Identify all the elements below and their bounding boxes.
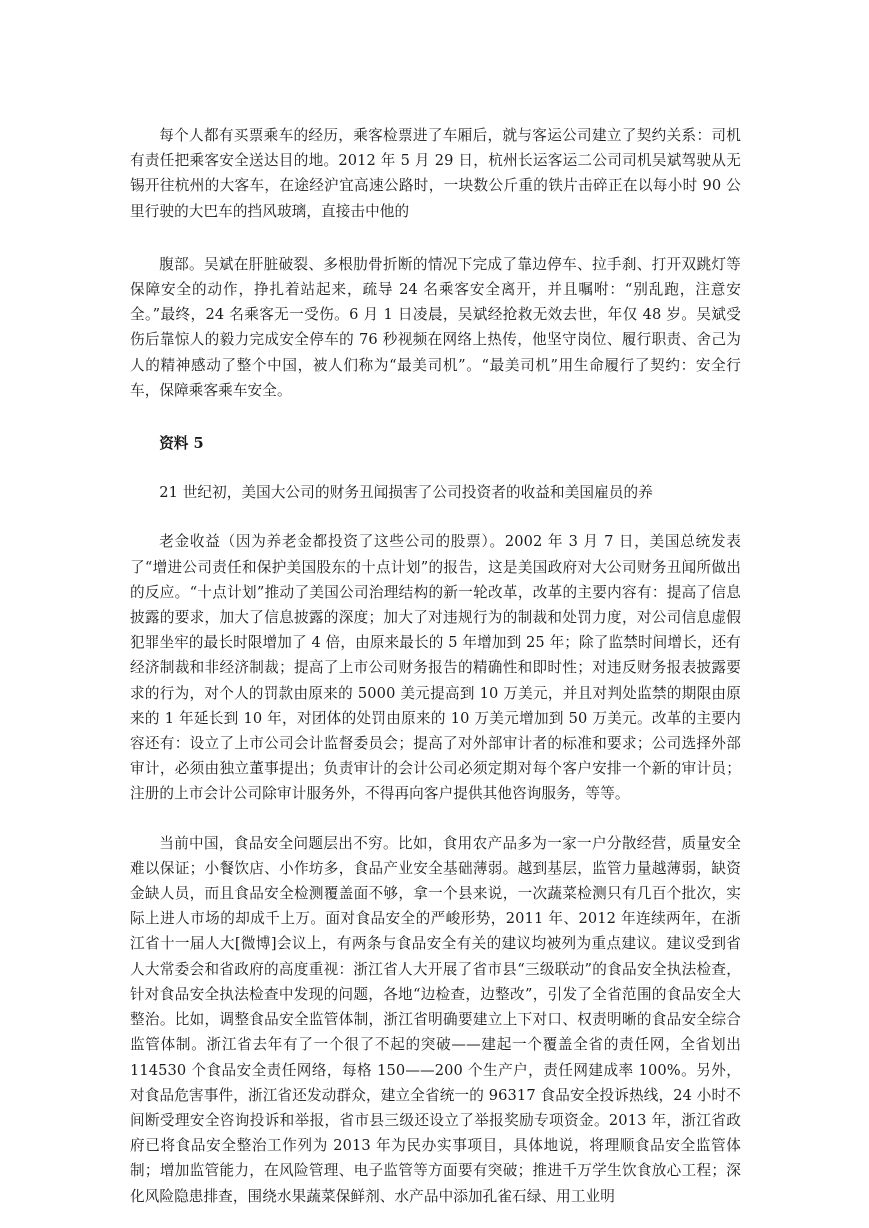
paragraph-food-safety: 当前中国，食品安全问题层出不穷。比如，食用农产品多为一家一户分散经营，质量安全难以保证；小餐饮店、小作坊多，食品产业安全基础薄弱。越到基层，监管力量越薄弱，缺资金缺人员，而且食品安全检测覆盖面不够，拿一个县来说，一次蔬菜检测只有几百个批次，实际上进人市场的却成千上万。面对食品安全的严峻形势，2011 年、2012 年连续两年，在浙江省十一届人大[微博]会议上，有两条与食品安全有关的建议均被列为重点建议。建议受到省人大常委会和省政府的高度重视：浙江省人大开展了省市县“三级联动”的食品安全执法检查，针对食品安全执法检查中发现的问题，各地“边检查，边整改”，引发了全省范围的食品安全大整治。比如，调整食品安全监管体制，浙江省明确要建立上下对口、权责明晰的食品安全综合监管体制。浙江省去年有了一个很了不起的突破——建起一个覆盖全省的责任网，全省划出 114530 个食品安全责任网络，每格 150——200 个生产户，责任网建成率 100%。另外，对食品危害事件，浙江省还发动群众，建立全省统一的 96317 食品安全投诉热线，24 小时不间断受理安全咨询投诉和举报，省市县三级还设立了举报奖励专项资金。2013 年，浙江省政府已将食品安全整治工作列为 2013 年为民办实事项目，具体地说，将理顺食品安全监管体制；增加监管能力，在风险管理、电子监管等方面要有突破；推进千万学生饮食放心工程；深化风险隐患排查，围绕水果蔬菜保鲜剂、水产品中添加孔雀石绿、用工业明 bbox=[130, 834, 741, 1205]
paragraph-us-scandal-intro: 21 世纪初，美国大公司的财务丑闻损害了公司投资者的收益和美国雇员的养 bbox=[159, 484, 653, 502]
paragraph-gap bbox=[130, 403, 741, 431]
paragraph-gap bbox=[130, 807, 741, 831]
paragraph-best-driver: 腹部。吴斌在肝脏破裂、多根肋骨折断的情况下完成了靠边停车、拉手刹、打开双跳灯等保障安全的动作，挣扎着站起来，疏导 24 名乘客安全离开，并且嘱咐：“别乱跑，注意安全。”最终，24 名乘客无一受伤。6 月 1 日凌晨，吴斌经抢救无效去世，年仅 48 岁。吴斌受伤后靠惊人的毅力完成安全停车的 76 秒视频在网络上热传，他坚守岗位、履行职责、舍己为人的精神感动了整个中国，被人们称为“最美司机”。“最美司机”用生命履行了契约：安全行车，保障乘客乘车安全。 bbox=[130, 255, 741, 399]
paragraph-ten-point-plan: 老金收益（因为养老金都投资了这些公司的股票）。2002 年 3 月 7 日，美国总统发表了“增进公司责任和保护美国股东的十点计划”的报告，这是美国政府对大公司财务丑闻所做出的反应。“十点计划”推动了美国公司治理结构的新一轮改革，改革的主要内容有：提高了信息披露的要求，加大了信息披露的深度；加大了对违规行为的制裁和处罚力度，对公司信息虚假犯罪坐牢的最长时限增加了 4 倍，由原来最长的 5 年增加到 25 年；除了监禁时间增长，还有经济制裁和非经济制裁；提高了上市公司财务报告的精确性和即时性；对违反财务报表披露要求的行为，对个人的罚款由原来的 5000 美元提高到 10 万美元，并且对判处监禁的期限由原来的 1 年延长到 10 年，对团体的处罚由原来的 10 万美元增加到 50 万美元。改革的主要内容还有：设立了上市公司会计监督委员会；提高了对外部审计者的标准和要求；公司选择外部审计，必须由独立董事提出；负责审计的会计公司必须定期对每个客户安排一个新的审计员；注册的上市会计公司除审计服务外，不得再向客户提供其他咨询服务，等等。 bbox=[130, 533, 741, 803]
paragraph-gap bbox=[130, 456, 741, 480]
paragraph-passenger-contract: 每个人都有买票乘车的经历，乘客检票进了车厢后，就与客运公司建立了契约关系：司机有责任把乘客安全送达目的地。2012 年 5 月 29 日，杭州长运客运二公司司机吴斌驾驶从无锡开往杭州的大客车，在途经沪宜高速公路时，一块数公斤重的铁片击碎正在以每小时 90 公里行驶的大巴车的挡风玻璃，直接击中他的 bbox=[130, 127, 741, 220]
paragraph-gap bbox=[130, 505, 741, 529]
paragraph-gap bbox=[130, 224, 741, 252]
document-page bbox=[130, 123, 741, 1209]
section-heading: 资料 5 bbox=[159, 435, 204, 453]
